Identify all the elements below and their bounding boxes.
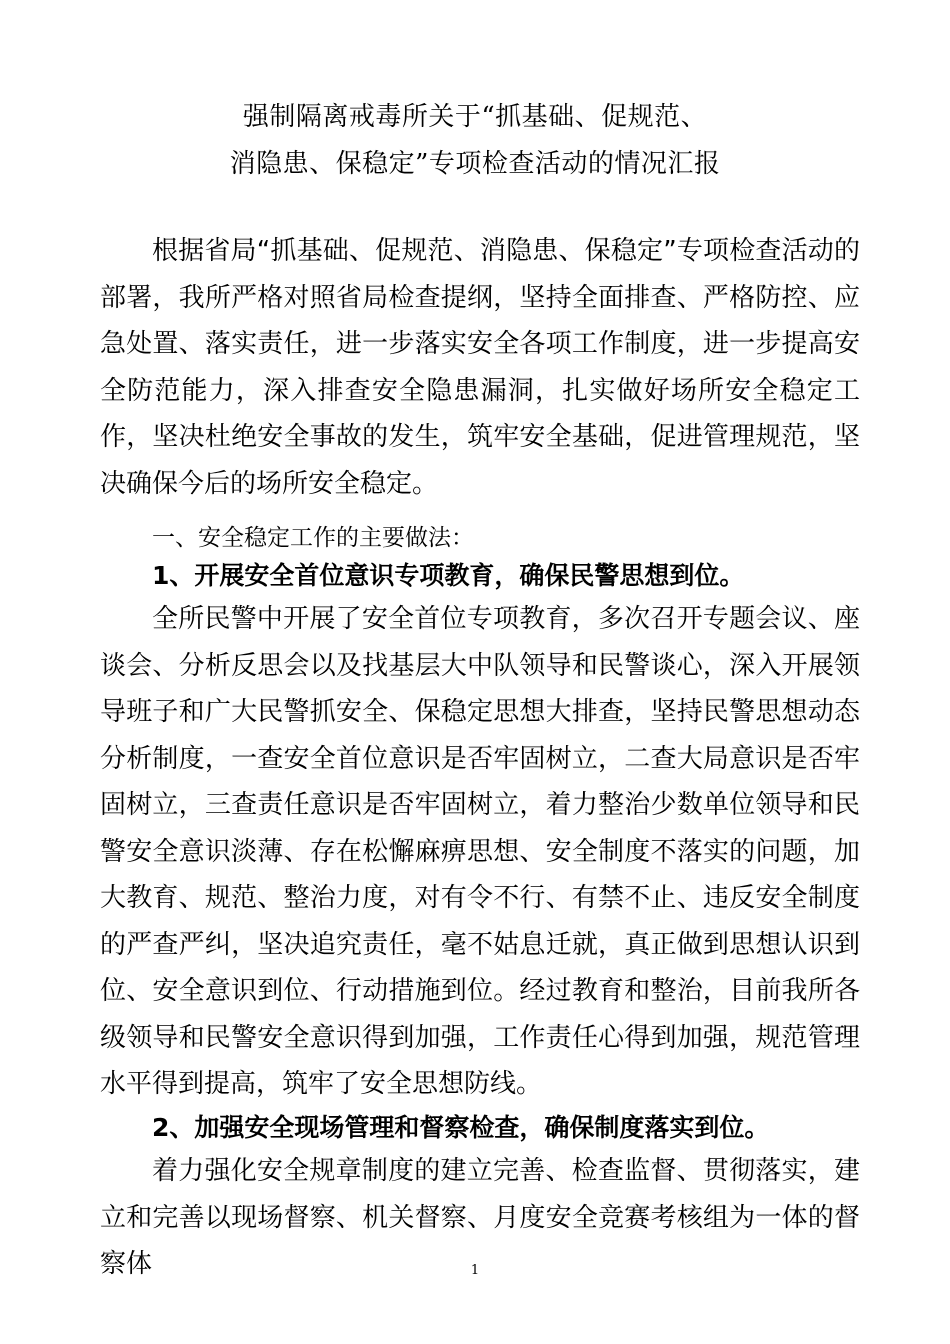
subheading-2: 2、加强安全现场管理和督察检查，确保制度落实到位。: [152, 1113, 770, 1142]
subheading-1: 1、开展安全首位意识专项教育，确保民警思想到位。: [152, 561, 745, 590]
page-number: 1: [470, 1263, 480, 1278]
intro-paragraph: 根据省局“抓基础、促规范、消隐患、保稳定”专项检查活动的部署，我所严格对照省局检查提纲，坚持全面排查、严格防控、应急处置、落实责任，进一步落实安全各项工作制度，进一步提高安全防范能力，深入排查安全隐患漏洞，扎实做好场所安全稳定工作，坚决杜绝安全事故的发生，筑牢安全基础，促进管理规范，坚决确保今后的场所安全稳定。: [100, 236, 860, 499]
paragraph-3: 着力强化安全规章制度的建立完善、检查监督、贯彻落实，建立和完善以现场督察、机关督察、月度安全竞赛考核组为一体的督察体: [100, 1156, 860, 1279]
section-heading-1: 一、安全稳定工作的主要做法：: [152, 525, 474, 551]
document-title-line-1: 强制隔离戒毒所关于“抓基础、促规范、: [242, 102, 708, 132]
paragraph-2: 全所民警中开展了安全首位专项教育，多次召开专题会议、座谈会、分析反思会以及找基层大中队领导和民警谈心，深入开展领导班子和广大民警抓安全、保稳定思想大排查，坚持民警思想动态分析制度，一查安全首位意识是否牢固树立，二查大局意识是否牢固树立，三查责任意识是否牢固树立，着力整治少数单位领导和民警安全意识淡薄、存在松懈麻痹思想、安全制度不落实的问题，加大教育、规范、整治力度，对有令不行、有禁不止、违反安全制度的严查严纠，坚决追究责任，毫不姑息迁就，真正做到思想认识到位、安全意识到位、行动措施到位。经过教育和整治，目前我所各级领导和民警安全意识得到加强，工作责任心得到加强，规范管理水平得到提高，筑牢了安全思想防线。: [100, 604, 860, 1099]
document-title-line-2: 消隐患、保稳定”专项检查活动的情况汇报: [229, 149, 721, 179]
